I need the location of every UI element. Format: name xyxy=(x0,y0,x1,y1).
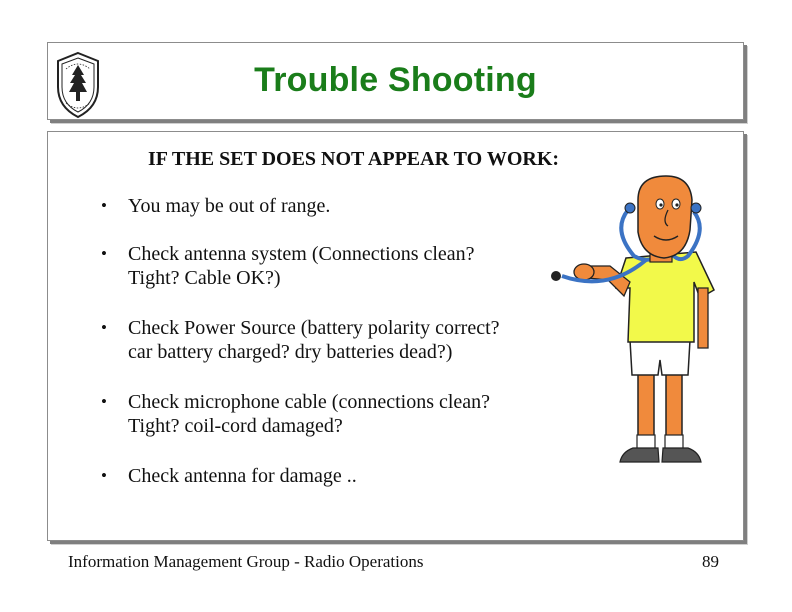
content-panel xyxy=(47,131,744,541)
bullet-text: Check microphone cable (connections clean? xyxy=(128,391,491,413)
bullet-icon: • xyxy=(101,466,107,485)
bullet-icon: • xyxy=(101,392,107,411)
page-number: 89 xyxy=(702,552,719,571)
section-heading: IF THE SET DOES NOT APPEAR TO WORK: xyxy=(148,148,560,170)
bullet-icon: • xyxy=(101,196,107,215)
bullet-text: Tight? coil-cord damaged? xyxy=(128,415,343,437)
footer-organization: Information Management Group - Radio Operations xyxy=(68,552,424,571)
title-panel xyxy=(47,42,744,120)
bullet-text: Check antenna for damage .. xyxy=(128,465,357,487)
bullet-icon: • xyxy=(101,244,107,263)
bullet-text: You may be out of range. xyxy=(128,195,331,217)
slide-title: Trouble Shooting xyxy=(254,61,537,99)
bullet-text: car battery charged? dry batteries dead?) xyxy=(128,341,453,363)
bullet-text: Tight? Cable OK?) xyxy=(128,267,281,289)
bullet-text: Check Power Source (battery polarity correct? xyxy=(128,317,500,339)
doctor-stethoscope-icon xyxy=(538,170,738,480)
bullet-icon: • xyxy=(101,318,107,337)
bullet-text: Check antenna system (Connections clean? xyxy=(128,243,475,265)
